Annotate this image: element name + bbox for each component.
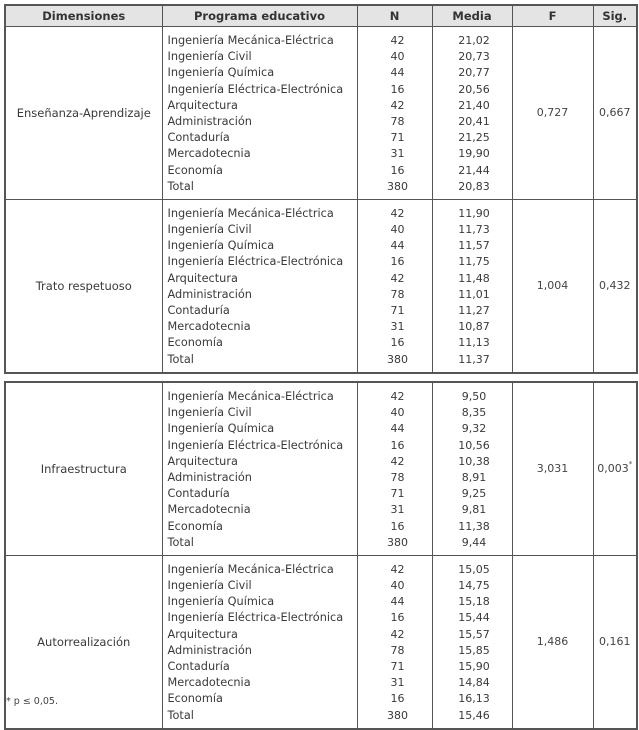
media-value: 15,18 [458, 595, 490, 609]
n-value: 78 [390, 287, 405, 301]
program-name: Arquitectura [167, 627, 238, 641]
program-name: Economía [167, 692, 223, 706]
program-name: Administración [167, 287, 252, 301]
program-name: Ingeniería Química [167, 239, 275, 253]
sig-value: 0,667 [599, 106, 631, 120]
n-value: 44 [390, 595, 405, 609]
program-name: Ingeniería Civil [167, 223, 252, 237]
media-value: 8,35 [461, 406, 487, 420]
sig-value: 0,003 [597, 462, 629, 476]
media-value: 9,44 [461, 535, 487, 549]
media-value: 9,25 [461, 487, 487, 501]
media-value: 20,77 [458, 66, 490, 80]
program-name: Mercadotecnia [167, 676, 251, 690]
n-value: 42 [390, 206, 405, 220]
n-value: 78 [390, 470, 405, 484]
media-value: 15,05 [458, 562, 490, 576]
sig-value: 0,432 [599, 279, 631, 293]
program-name: Total [167, 708, 194, 722]
header-dimensiones: Dimensiones [5, 5, 162, 27]
n-value: 31 [390, 147, 405, 161]
section-row [5, 555, 637, 728]
program-name: Arquitectura [167, 454, 238, 468]
media-value: 15,57 [458, 627, 490, 641]
program-name: Administración [167, 643, 252, 657]
n-value: 380 [387, 535, 408, 549]
program-name: Ingeniería Eléctrica-Electrónica [167, 82, 344, 96]
program-name: Administración [167, 470, 252, 484]
f-cell: 0,727 [512, 27, 593, 200]
n-value: 40 [390, 223, 405, 237]
n-cell [357, 555, 432, 728]
n-value: 16 [390, 692, 405, 706]
media-value: 15,46 [458, 708, 490, 722]
n-value: 42 [390, 390, 405, 403]
program-name: Contaduría [167, 660, 230, 673]
program-name: Mercadotecnia [167, 147, 251, 161]
program-name: Ingeniería Eléctrica-Electrónica [167, 438, 344, 452]
media-value: 11,37 [458, 352, 490, 366]
media-value: 10,87 [458, 320, 490, 334]
header-n: N [357, 5, 432, 27]
media-value: 20,41 [458, 114, 490, 128]
media-value: 19,90 [458, 147, 490, 161]
program-name: Administración [167, 114, 252, 128]
footnote: * p ≤ 0,05. [6, 696, 58, 707]
media-value: 20,83 [458, 179, 490, 193]
f-cell: 1,486 [512, 555, 593, 728]
media-value: 20,56 [458, 82, 490, 96]
n-value: 31 [390, 320, 405, 334]
sig-cell [593, 199, 637, 372]
program-name: Economía [167, 163, 223, 177]
n-value: 16 [390, 336, 405, 350]
program-name: Total [167, 535, 194, 549]
program-name: Ingeniería Eléctrica-Electrónica [167, 611, 344, 625]
header-f: F [512, 5, 593, 27]
n-value: 44 [390, 239, 405, 253]
dimension-cell: Autorrealización [5, 555, 162, 728]
media-value: 15,44 [458, 611, 490, 625]
n-value: 40 [390, 406, 405, 420]
n-value: 16 [390, 163, 405, 177]
n-cell [357, 199, 432, 372]
f-cell: 3,031 [512, 382, 593, 555]
media-value: 21,40 [458, 98, 490, 112]
program-name: Ingeniería Civil [167, 579, 252, 593]
program-name: Economía [167, 336, 223, 350]
program-name: Ingeniería Mecánica-Eléctrica [167, 206, 334, 220]
n-value: 380 [387, 352, 408, 366]
n-value: 42 [390, 34, 405, 47]
n-value: 380 [387, 708, 408, 722]
anova-table-part-1 [4, 4, 638, 374]
program-name: Contaduría [167, 487, 230, 501]
media-value: 15,85 [458, 643, 490, 657]
program-cell [162, 382, 357, 555]
media-cell [432, 555, 512, 728]
program-name: Mercadotecnia [167, 503, 251, 517]
media-value: 11,90 [458, 206, 490, 220]
program-name: Contaduría [167, 131, 230, 145]
header-sig: Sig. [593, 5, 637, 27]
n-value: 31 [390, 503, 405, 517]
program-name: Mercadotecnia [167, 320, 251, 334]
media-value: 21,44 [458, 163, 490, 177]
n-value: 71 [390, 660, 405, 673]
significance-marker: * [628, 460, 633, 469]
program-name: Total [167, 352, 194, 366]
n-value: 16 [390, 611, 405, 625]
media-value: 9,50 [461, 390, 487, 403]
n-cell [357, 27, 432, 200]
n-value: 42 [390, 454, 405, 468]
media-value: 9,32 [461, 422, 487, 436]
header-media: Media [432, 5, 512, 27]
program-name: Ingeniería Mecánica-Eléctrica [167, 34, 334, 47]
media-value: 16,13 [458, 692, 490, 706]
n-value: 71 [390, 487, 405, 501]
program-name: Total [167, 179, 194, 193]
dimension-cell: Enseñanza-Aprendizaje [5, 27, 162, 200]
media-value: 14,84 [458, 676, 490, 690]
f-cell: 1,004 [512, 199, 593, 372]
dimension-cell: Infraestructura [5, 382, 162, 555]
media-value: 10,38 [458, 454, 490, 468]
media-value: 21,25 [458, 131, 490, 145]
section-row [5, 199, 637, 372]
sig-cell [593, 555, 637, 728]
n-value: 16 [390, 519, 405, 533]
n-cell [357, 382, 432, 555]
n-value: 42 [390, 627, 405, 641]
media-value: 21,02 [458, 34, 490, 47]
media-value: 20,73 [458, 50, 490, 64]
media-value: 14,75 [458, 579, 490, 593]
media-cell [432, 382, 512, 555]
sig-cell [593, 27, 637, 200]
n-value: 42 [390, 562, 405, 576]
media-value: 11,01 [458, 287, 490, 301]
section-row [5, 382, 637, 555]
program-name: Ingeniería Química [167, 66, 275, 80]
media-value: 11,27 [458, 304, 490, 317]
program-name: Ingeniería Civil [167, 50, 252, 64]
program-name: Ingeniería Química [167, 595, 275, 609]
n-value: 16 [390, 82, 405, 96]
n-value: 40 [390, 50, 405, 64]
header-row [5, 5, 637, 27]
n-value: 16 [390, 255, 405, 269]
program-name: Ingeniería Civil [167, 406, 252, 420]
n-value: 42 [390, 98, 405, 112]
n-value: 78 [390, 114, 405, 128]
program-name: Arquitectura [167, 98, 238, 112]
media-value: 8,91 [461, 470, 487, 484]
media-cell [432, 27, 512, 200]
media-value: 9,81 [461, 503, 487, 517]
n-value: 40 [390, 579, 405, 593]
n-value: 71 [390, 131, 405, 145]
program-cell [162, 555, 357, 728]
media-value: 11,73 [458, 223, 490, 237]
n-value: 380 [387, 179, 408, 193]
n-value: 16 [390, 438, 405, 452]
program-cell [162, 27, 357, 200]
media-cell [432, 199, 512, 372]
dimension-cell: Trato respetuoso [5, 199, 162, 372]
n-value: 42 [390, 271, 405, 285]
media-value: 11,57 [458, 239, 490, 253]
n-value: 31 [390, 676, 405, 690]
section-row [5, 27, 637, 200]
n-value: 44 [390, 422, 405, 436]
media-value: 11,13 [458, 336, 490, 350]
program-name: Ingeniería Eléctrica-Electrónica [167, 255, 344, 269]
sig-value: 0,161 [599, 635, 631, 649]
program-name: Ingeniería Mecánica-Eléctrica [167, 390, 334, 403]
media-value: 11,75 [458, 255, 490, 269]
sig-cell [593, 382, 637, 555]
header-programa: Programa educativo [162, 5, 357, 27]
program-name: Ingeniería Mecánica-Eléctrica [167, 562, 334, 576]
anova-table-part-2 [4, 381, 638, 730]
n-value: 78 [390, 643, 405, 657]
program-name: Economía [167, 519, 223, 533]
media-value: 11,48 [458, 271, 490, 285]
program-name: Ingeniería Química [167, 422, 275, 436]
media-value: 15,90 [458, 660, 490, 673]
program-cell [162, 199, 357, 372]
program-name: Contaduría [167, 304, 230, 317]
program-name: Arquitectura [167, 271, 238, 285]
n-value: 44 [390, 66, 405, 80]
media-value: 11,38 [458, 519, 490, 533]
media-value: 10,56 [458, 438, 490, 452]
n-value: 71 [390, 304, 405, 317]
